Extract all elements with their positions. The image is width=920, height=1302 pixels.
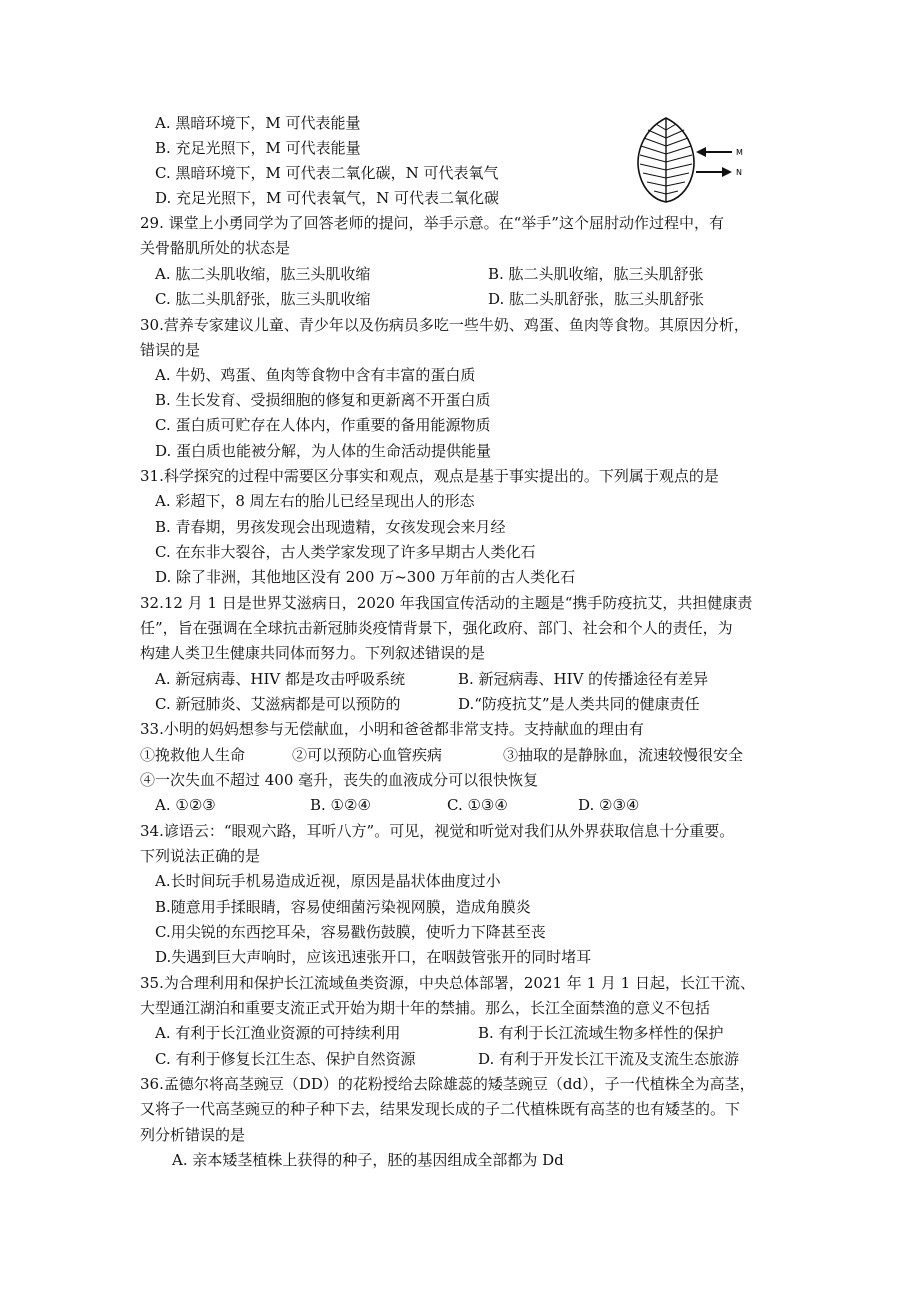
q29-option-c: C. 肱二头肌舒张，肱三头肌收缩: [155, 290, 371, 308]
q29-option-b: B. 肱二头肌收缩，肱三头肌舒张: [488, 265, 704, 283]
q35-stem-2: 大型通江湖泊和重要支流正式开始为期十年的禁捕。那么，长江全面禁渔的意义不包括: [140, 999, 711, 1017]
q32-stem-3: 构建人类卫生健康共同体而努力。下列叙述错误的是: [140, 644, 486, 662]
q33-statement-1: ①挽救他人生命: [140, 746, 246, 764]
leaf-diagram: [632, 116, 782, 204]
q28-option-c: C. 黑暗环境下，M 可代表二氧化碳，N 可代表氧气: [155, 164, 499, 182]
q32-option-c: C. 新冠肺炎、艾滋病都是可以预防的: [155, 695, 401, 713]
q32-stem-2: 任”，旨在强调在全球抗击新冠肺炎疫情背景下，强化政府、部门、社会和个人的责任，为: [140, 619, 733, 637]
q31-stem-1: 31.科学探究的过程中需要区分事实和观点，观点是基于事实提出的。下列属于观点的是: [140, 467, 719, 485]
q30-stem-2: 错误的是: [140, 341, 201, 359]
label-n: N: [736, 168, 742, 177]
q34-option-a: A.长时间玩手机易造成近视，原因是晶状体曲度过小: [155, 872, 501, 890]
q35-option-c: C. 有利于修复长江生态、保护自然资源: [155, 1050, 416, 1068]
q31-option-d: D. 除了非洲，其他地区没有 200 万~300 万年前的古人类化石: [155, 568, 576, 586]
arrow-m-icon: [696, 147, 732, 157]
q33-option-b: B. ①②④: [310, 796, 371, 814]
q31-option-a: A. 彩超下，8 周左右的胎儿已经呈现出人的形态: [155, 492, 475, 510]
q35-option-d: D. 有利于开发长江干流及支流生态旅游: [478, 1050, 740, 1068]
q28-option-b: B. 充足光照下，M 可代表能量: [155, 139, 361, 157]
q36-option-a: A. 亲本矮茎植株上获得的种子，胚的基因组成全部都为 Dd: [172, 1151, 564, 1169]
q35-option-a: A. 有利于长江渔业资源的可持续利用: [155, 1024, 401, 1042]
q36-stem-3: 列分析错误的是: [140, 1126, 246, 1144]
q33-option-a: A. ①②③: [155, 796, 216, 814]
q28-option-d: D. 充足光照下，M 可代表氧气，N 可代表二氧化碳: [155, 189, 500, 207]
q31-option-b: B. 青春期，男孩发现会出现遗精，女孩发现会来月经: [155, 518, 506, 536]
q30-option-b: B. 生长发育、受损细胞的修复和更新离不开蛋白质: [155, 391, 491, 409]
arrow-n-icon: [696, 167, 732, 177]
q29-stem-1: 29. 课堂上小勇同学为了回答老师的提问，举手示意。在“举手”这个屈肘动作过程中，有: [140, 214, 724, 232]
q34-option-b: B.随意用手揉眼睛，容易使细菌污染视网膜，造成角膜炎: [155, 898, 531, 916]
q35-stem-1: 35.为合理利用和保护长江流域鱼类资源，中央总体部署，2021 年 1 月 1 日起，长江干流、: [140, 974, 755, 992]
leaf-icon: [638, 118, 694, 202]
q32-option-b: B. 新冠病毒、HIV 的传播途径有差异: [458, 670, 709, 688]
q33-statement-4: ④一次失血不超过 400 毫升，丧失的血液成分可以很快恢复: [140, 771, 539, 789]
q33-statement-2: ②可以预防心血管疾病: [292, 746, 443, 764]
q30-stem-1: 30.营养专家建议儿童、青少年以及伤病员多吃一些牛奶、鸡蛋、鱼肉等食物。其原因分析，: [140, 316, 749, 334]
q30-option-d: D. 蛋白质也能被分解，为人体的生命活动提供能量: [155, 442, 492, 460]
label-m: M: [736, 148, 743, 157]
q32-option-d: D.“防疫抗艾”是人类共同的健康责任: [458, 695, 700, 713]
q29-option-a: A. 肱二头肌收缩，肱三头肌收缩: [155, 265, 371, 283]
q30-option-a: A. 牛奶、鸡蛋、鱼肉等食物中含有丰富的蛋白质: [155, 366, 476, 384]
q34-option-d: D.失遇到巨大声响时，应该迅速张开口，在咽鼓管张开的同时堵耳: [155, 948, 592, 966]
q33-stem-1: 33.小明的妈妈想参与无偿献血，小明和爸爸都非常支持。支持献血的理由有: [140, 720, 644, 738]
q30-option-c: C. 蛋白质可贮存在人体内，作重要的备用能源物质: [155, 416, 491, 434]
q36-stem-2: 又将子一代高茎豌豆的种子种下去，结果发现长成的子二代植株既有高茎的也有矮茎的。下: [140, 1100, 741, 1118]
q32-stem-1: 32.12 月 1 日是世界艾滋病日，2020 年我国宣传活动的主题是“携手防疫抗艾，共担健康责: [140, 594, 753, 612]
q33-option-c: C. ①③④: [447, 796, 508, 814]
q34-stem-1: 34.谚语云：“眼观六路，耳听八方”。可见，视觉和听觉对我们从外界获取信息十分重要。: [140, 822, 735, 840]
q33-statement-3: ③抽取的是静脉血，流速较慢很安全: [503, 746, 744, 764]
q35-option-b: B. 有利于长江流域生物多样性的保护: [478, 1024, 724, 1042]
q31-option-c: C. 在东非大裂谷，古人类学家发现了许多早期古人类化石: [155, 543, 536, 561]
q34-stem-2: 下列说法正确的是: [140, 847, 261, 865]
q29-stem-2: 关骨骼肌所处的状态是: [140, 239, 291, 257]
q33-option-d: D. ②③④: [578, 796, 640, 814]
q34-option-c: C.用尖锐的东西挖耳朵，容易戳伤鼓膜，使听力下降甚至丧: [155, 923, 546, 941]
q29-option-d: D. 肱二头肌舒张，肱三头肌舒张: [488, 290, 705, 308]
q36-stem-1: 36.孟德尔将高茎豌豆（DD）的花粉授给去除雄蕊的矮茎豌豆（dd），子一代植株全为高茎，: [140, 1075, 755, 1093]
q28-option-a: A. 黑暗环境下，M 可代表能量: [155, 114, 361, 132]
q32-option-a: A. 新冠病毒、HIV 都是攻击呼吸系统: [155, 670, 405, 688]
